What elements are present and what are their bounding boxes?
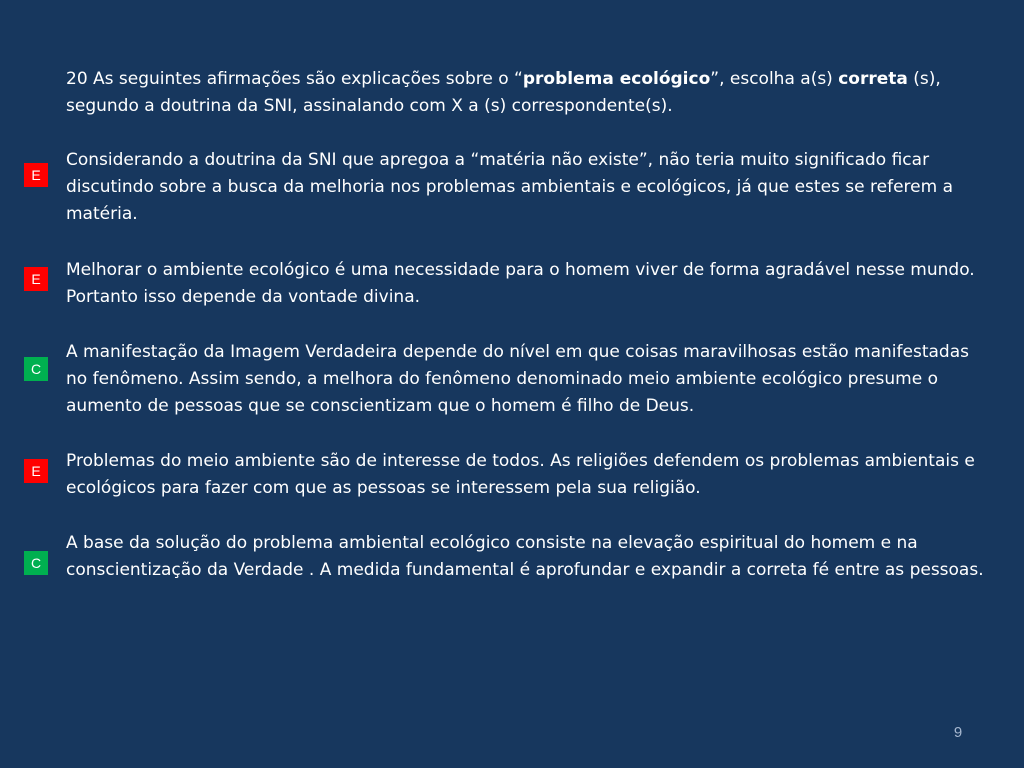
answer-badge-2: E — [24, 267, 48, 291]
answer-badge-5: C — [24, 551, 48, 575]
statement-4: Problemas do meio ambiente são de interesse de todos. As religiões defendem os problemas ambientais e ecológicos para fazer com que as pessoas se interessem pela sua religião. — [66, 451, 975, 498]
answer-badge-3: C — [24, 357, 48, 381]
question-prefix: 20 As seguintes afirmações são explicações sobre o “ — [66, 69, 523, 89]
statement-3: A manifestação da Imagem Verdadeira depende do nível em que coisas maravilhosas estão manifestadas no fenômeno. Assim sendo, a melhora do fenômeno denominado meio ambiente ecológico presume o aumento de pessoas que se conscientizam que o homem é filho de Deus. — [66, 342, 969, 416]
statement-2: Melhorar o ambiente ecológico é uma necessidade para o homem viver de forma agradável nesse mundo. Portanto isso depende da vontade divina. — [66, 260, 975, 307]
statement-1: Considerando a doutrina da SNI que apregoa a “matéria não existe”, não teria muito significado ficar discutindo sobre a busca da melhoria nos problemas ambientais e ecológicos, já que estes se referem a matéria. — [66, 150, 953, 224]
answer-badge-1: E — [24, 163, 48, 187]
question-text — [66, 66, 991, 120]
question-term: problema ecológico — [522, 69, 711, 89]
question-emphasis: correta — [838, 69, 908, 89]
answer-badge-4: E — [24, 459, 48, 483]
statement-5: A base da solução do problema ambiental ecológico consiste na elevação espiritual do homem e na conscientização da Verdade . A medida fundamental é aprofundar e expandir a correta fé entre as pessoas. — [66, 533, 984, 580]
page-number: 9 — [953, 724, 963, 741]
question-suffix: (s), segundo a doutrina da SNI, assinalando com X a (s) correspondente(s). — [66, 69, 941, 116]
question-middle: ”, escolha a(s) — [710, 69, 839, 89]
